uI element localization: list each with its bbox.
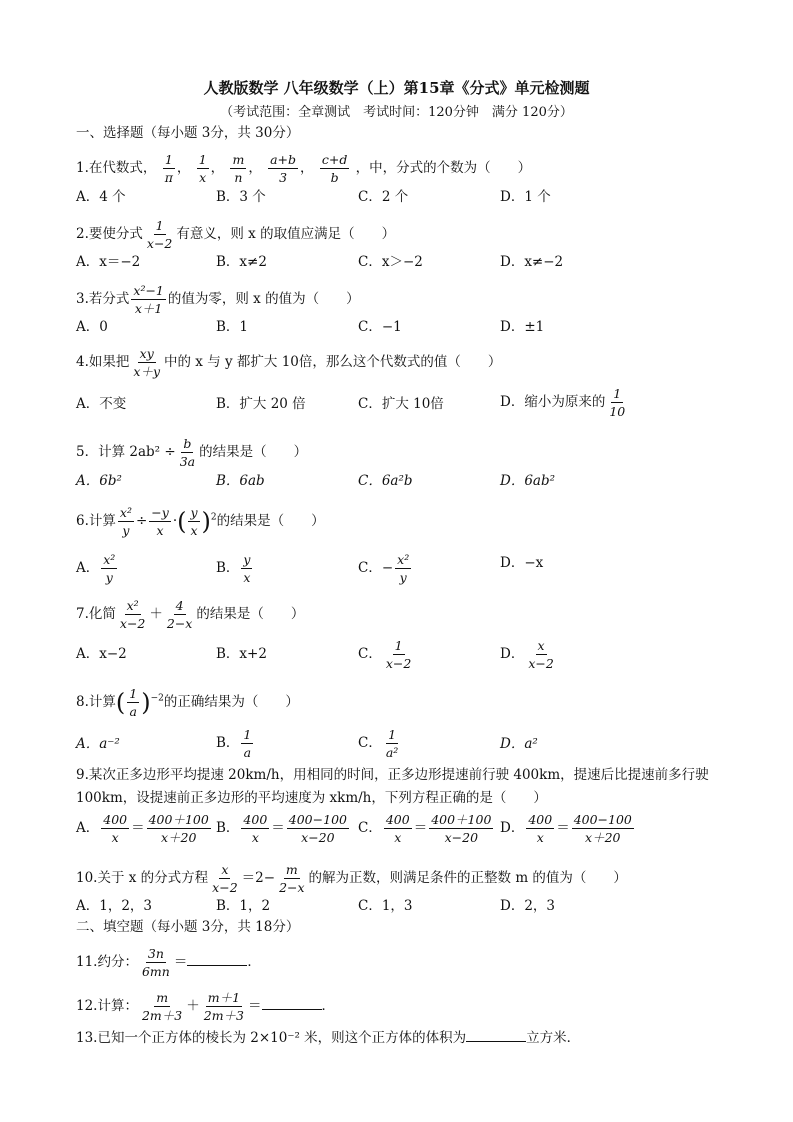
q10-option-a: A．1，2，3: [76, 898, 153, 914]
fraction: $\frac{3n}{6mn}$: [141, 946, 170, 979]
fraction: $\frac{xy}{x+y}$: [133, 346, 161, 379]
q8-option-b: B． $\frac{1}{a}$: [216, 727, 252, 760]
q1-option-b: B．3 个: [216, 189, 266, 205]
page-title: 人教版数学 八年级数学（上）第15章《分式》单元检测题: [203, 79, 590, 97]
fraction: $\frac{b}{3a}$: [179, 436, 196, 469]
fraction: $\frac{m}{n}$: [232, 152, 245, 185]
fraction: $\frac{m+1}{2m+3}$: [203, 990, 245, 1023]
q10-option-b: B．1，2: [216, 898, 271, 914]
fraction: $\frac{\text{x²}}{x-2}$: [119, 598, 146, 631]
q5-option-c: C．6a²b: [358, 473, 413, 489]
answer-blank: [466, 1029, 526, 1042]
q4-option-d: D．缩小为原来的 $\frac{1}{10}$: [500, 386, 626, 419]
q9-option-b: B． $\frac{400}{x}$ ＝ $\frac{400-100}{x-20}$: [216, 812, 347, 845]
q2-option-a: A．x＝−2: [76, 254, 141, 270]
question-12: 12.计算： $\frac{m}{2m+3}$ ＋ $\frac{m+1}{2m+3}$ ＝ ．: [76, 990, 336, 1023]
q7-option-c: C． $\frac{1}{x-2}$: [358, 638, 412, 671]
fraction: $\frac{400-100}{x+20}$: [573, 812, 632, 845]
question-9-line-2: 100km，设提速前正多边形的平均速度为 xkm/h，下列方程正确的是（ ）: [76, 790, 547, 806]
fraction: $\frac{a+b}{3}$: [270, 152, 297, 185]
q2-option-c: C．x＞−2: [358, 254, 423, 270]
answer-blank: [187, 953, 247, 966]
question-3: 3.若分式 $\frac{\text{x²−1}}{x+1}$ 的值为零，则 x 的值为（ ）: [76, 283, 360, 316]
q8-option-a: A．a⁻²: [76, 736, 120, 752]
question-4: 4.如果把 $\frac{xy}{x+y}$ 中的 x 与 y 都扩大 10倍，那么这个代数式的值（ ）: [76, 346, 502, 379]
q8-option-c: C． $\frac{1}{\text{a²}}$: [358, 727, 399, 760]
q4-option-a: A．不变: [76, 396, 127, 412]
question-7: 7.化简 $\frac{\text{x²}}{x-2}$ ＋ $\frac{4}{2-x}$ 的结果是（ ）: [76, 598, 305, 631]
q5-option-a: A．6b²: [76, 473, 122, 489]
q8-option-d: D．a²: [500, 736, 538, 752]
q4-option-b: B．扩大 20 倍: [216, 396, 306, 412]
q3-option-a: A．0: [76, 319, 108, 335]
fraction: $\frac{-y}{x}$: [151, 505, 169, 538]
q1-option-a: A．4 个: [76, 189, 126, 205]
q7-option-a: A．x−2: [76, 646, 127, 662]
q6-option-d: D．−x: [500, 555, 544, 571]
question-13: 13.已知一个正方体的棱长为 2×10⁻² 米，则这个正方体的体积为 立方米．: [76, 1030, 581, 1046]
fraction: $\frac{x}{x-2}$: [212, 862, 238, 895]
fraction: $\frac{400}{x}$: [385, 812, 410, 845]
q10-option-c: C．1，3: [358, 898, 413, 914]
q9-option-a: A． $\frac{400}{x}$ ＝ $\frac{400+100}{x+20}$: [76, 812, 209, 845]
q9-option-c: C． $\frac{400}{x}$ ＝ $\frac{400+100}{x-20}$: [358, 812, 492, 845]
fraction: $\frac{\text{x²}}{y}$: [103, 552, 116, 585]
q6-option-b: B． $\frac{y}{x}$: [216, 552, 251, 585]
q7-option-d: D． $\frac{x}{x-2}$: [500, 638, 554, 671]
fraction: $\frac{1}{x-2}$: [146, 218, 173, 251]
fraction: $\frac{\text{x²}}{y}$: [397, 552, 410, 585]
fraction: $\frac{400}{x}$: [103, 812, 128, 845]
question-9-line-1: 9.某次正多边形平均提速 20km/h，用相同的时间，正多边形提速前行驶 400km，提速后比提速前多行驶: [76, 767, 709, 783]
q10-option-d: D．2，3: [500, 898, 556, 914]
q7-option-b: B．x+2: [216, 646, 267, 662]
q6-option-a: A． $\frac{\text{x²}}{y}$: [76, 552, 116, 585]
question-6: 6.计算 $\frac{\text{x²}}{y}$ ÷ $\frac{-y}{x}$ ·( $\frac{y}{x}$ )$^2$的结果是（ ）: [76, 505, 325, 538]
fraction: $\frac{1}{x-2}$: [385, 638, 412, 671]
fraction: $\frac{400}{x}$: [528, 812, 553, 845]
fraction: $\frac{x}{x-2}$: [528, 638, 554, 671]
exam-info: （考试范围：全章测试 考试时间：120分钟 满分 120分）: [220, 105, 573, 120]
fraction: $\frac{1}{10}$: [609, 386, 626, 419]
q5-option-b: B．6ab: [216, 473, 265, 489]
fraction: $\frac{y}{x}$: [243, 552, 251, 585]
fraction: $\frac{1}{a}$: [129, 686, 138, 719]
question-1: 1.在代数式， $\frac{1}{\pi}$ ， $\frac{1}{x}$ ， $\frac{m}{n}$ ， $\frac{a+b}{3}$ ， $\frac{c+d}{b}$ ，中，分式的个数为（ ）: [76, 152, 532, 185]
fraction: $\frac{m}{2m+3}$: [141, 990, 183, 1023]
fraction: $\frac{1}{x}$: [198, 152, 207, 185]
fraction: $\frac{4}{2-x}$: [166, 598, 193, 631]
fraction: $\frac{1}{\pi}$: [164, 152, 173, 185]
q3-option-c: C．−1: [358, 319, 402, 335]
q2-option-b: B．x≠2: [216, 254, 267, 270]
question-8: 8.计算( $\frac{1}{a}$ )$^{-2}$的正确结果为（ ）: [76, 686, 299, 719]
question-5: 5．计算 2ab² ÷ $\frac{b}{3a}$ 的结果是（ ）: [76, 436, 308, 469]
section-heading-choice: 一、选择题（每小题 3分，共 30分）: [76, 125, 300, 141]
q2-option-d: D．x≠−2: [500, 254, 564, 270]
fraction: $\frac{\text{x²−1}}{x+1}$: [133, 283, 164, 316]
answer-blank: [262, 997, 322, 1010]
question-2: 2.要使分式 $\frac{1}{x-2}$ 有意义，则 x 的取值应满足（ ）: [76, 218, 396, 251]
q4-option-c: C．扩大 10倍: [358, 396, 444, 412]
fraction: $\frac{y}{x}$: [190, 505, 198, 538]
q3-option-b: B．1: [216, 319, 249, 335]
fraction: $\frac{1}{\text{a²}}$: [385, 727, 399, 760]
fraction: $\frac{m}{2-x}$: [279, 862, 305, 895]
q6-option-c: C．− $\frac{\text{x²}}{y}$: [358, 552, 410, 585]
question-11: 11.约分： $\frac{3n}{6mn}$ ＝ ．: [76, 946, 261, 979]
q1-option-c: C．2 个: [358, 189, 409, 205]
q9-option-d: D． $\frac{400}{x}$ ＝ $\frac{400-100}{x+20}$: [500, 812, 632, 845]
q3-option-d: D．±1: [500, 319, 545, 335]
section-heading-fill: 二、填空题（每小题 3分，共 18分）: [76, 919, 300, 935]
fraction: $\frac{400-100}{x-20}$: [288, 812, 347, 845]
question-10: 10.关于 x 的分式方程 $\frac{x}{x-2}$ ＝2− $\frac{m}{2-x}$ 的解为正数，则满足条件的正整数 m 的值为（ ）: [76, 862, 627, 895]
fraction: $\frac{400}{x}$: [243, 812, 268, 845]
q1-option-d: D．1 个: [500, 189, 551, 205]
fraction: $\frac{1}{a}$: [243, 727, 252, 760]
q5-option-d: D．6ab²: [500, 473, 556, 489]
fraction: $\frac{400+100}{x-20}$: [431, 812, 492, 845]
fraction: $\frac{c+d}{b}$: [321, 152, 348, 185]
fraction: $\frac{400+100}{x+20}$: [148, 812, 209, 845]
fraction: $\frac{\text{x²}}{y}$: [119, 505, 132, 538]
